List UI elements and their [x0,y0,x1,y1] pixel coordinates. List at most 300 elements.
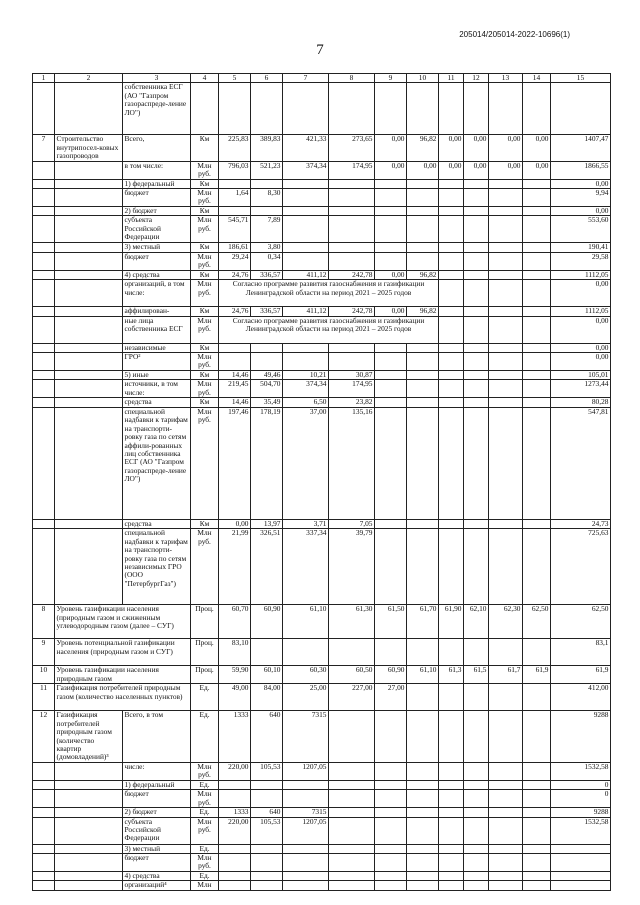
unit-cell: Км [191,519,219,528]
value-cell: 0,00 [489,161,523,179]
unit-cell: Ед. [191,711,219,762]
value-cell [489,371,523,380]
value-cell [219,853,251,871]
value-cell [251,790,283,808]
total-cell: 105,01 [551,371,611,380]
value-cell: 61,50 [375,605,407,639]
value-cell [523,307,551,316]
column-number-header: 9 [375,74,407,83]
value-cell: 7,89 [251,216,283,243]
value-cell [407,216,439,243]
indicator-name-cell [55,83,123,135]
value-cell [523,881,551,890]
value-cell [251,179,283,188]
value-cell: 135,16 [329,407,375,519]
value-cell [464,216,489,243]
value-cell [464,83,489,135]
indicator-name-cell [55,316,123,343]
value-cell [464,243,489,252]
unit-cell: Км [191,343,219,352]
row-number-cell [33,844,55,853]
value-cell: 39,79 [329,529,375,605]
value-cell [407,252,439,270]
row-number-cell: 10 [33,666,55,684]
value-cell [464,519,489,528]
unit-cell: Ед. [191,871,219,880]
value-cell [464,780,489,789]
value-cell [375,380,407,398]
column-number-header: 10 [407,74,439,83]
value-cell [251,881,283,890]
value-cell: 220,00 [219,817,251,844]
value-cell: 105,53 [251,817,283,844]
value-cell [407,871,439,880]
indicator-name-cell [55,161,123,179]
value-cell [489,353,523,371]
value-cell [283,780,329,789]
total-cell: 0,00 [551,343,611,352]
value-cell [439,844,464,853]
value-cell [523,529,551,605]
value-cell: 336,57 [251,270,283,279]
value-cell [439,371,464,380]
table-row [33,343,611,352]
total-cell [551,83,611,135]
value-cell: 21,99 [219,529,251,605]
value-cell [464,207,489,216]
value-cell: 60,50 [329,666,375,684]
unit-cell: Км [191,207,219,216]
row-number-cell [33,853,55,871]
value-cell: 0,00 [464,161,489,179]
value-cell: 14,46 [219,371,251,380]
value-cell: 59,90 [219,666,251,684]
unit-cell [191,83,219,135]
value-cell [375,207,407,216]
indicator-name-cell [55,790,123,808]
table-row [33,844,611,853]
value-cell [464,844,489,853]
value-cell [489,844,523,853]
value-cell: 0,00 [523,135,551,161]
value-cell [464,252,489,270]
value-cell: 105,53 [251,762,283,780]
value-cell [439,280,464,307]
row-number-cell [33,216,55,243]
total-cell: 1532,58 [551,762,611,780]
value-cell [464,353,489,371]
table-row [33,252,611,270]
value-cell: 640 [251,808,283,817]
total-cell: 1866,55 [551,161,611,179]
unit-cell: Км [191,243,219,252]
source-cell: источники, в том числе: [123,380,191,398]
value-cell [219,780,251,789]
indicator-name-cell [55,844,123,853]
value-cell [439,252,464,270]
value-cell [464,762,489,780]
row-number-cell [33,371,55,380]
source-cell: бюджет [123,189,191,207]
value-cell [219,343,251,352]
value-cell [489,711,523,762]
value-cell [283,83,329,135]
value-cell: 504,70 [251,380,283,398]
value-cell [523,398,551,407]
table-row [33,605,611,639]
value-cell: 545,71 [219,216,251,243]
total-cell: 0,00 [551,179,611,188]
value-cell [219,207,251,216]
value-cell: 29,24 [219,252,251,270]
value-cell [523,216,551,243]
value-cell [489,216,523,243]
value-cell [407,808,439,817]
value-cell [523,780,551,789]
value-cell [375,179,407,188]
total-cell: 9,94 [551,189,611,207]
unit-cell: Км [191,135,219,161]
value-cell: 389,83 [251,135,283,161]
source-cell: Всего, [123,135,191,161]
row-number-cell [33,316,55,343]
source-cell: ГРО² [123,353,191,371]
value-cell [375,711,407,762]
value-cell [489,280,523,307]
value-cell [489,380,523,398]
value-cell: 640 [251,711,283,762]
total-cell: 1407,47 [551,135,611,161]
value-cell [407,189,439,207]
value-cell [523,207,551,216]
value-cell [439,817,464,844]
value-cell [251,871,283,880]
value-cell [489,179,523,188]
value-cell: 0,00 [375,161,407,179]
value-cell: 227,00 [329,684,375,711]
row-number-cell [33,380,55,398]
value-cell: 0,34 [251,252,283,270]
value-cell [407,179,439,188]
value-cell: 1207,05 [283,817,329,844]
indicator-name-cell [55,398,123,407]
value-cell [489,307,523,316]
value-cell [489,808,523,817]
column-number-header: 1 [33,74,55,83]
value-cell: 421,33 [283,135,329,161]
value-cell: 0,00 [219,519,251,528]
row-number-cell: 7 [33,135,55,161]
value-cell [523,179,551,188]
table-row [33,316,611,343]
total-cell: 553,60 [551,216,611,243]
table-row [33,83,611,135]
column-number-header: 7 [283,74,329,83]
value-cell: 96,82 [407,135,439,161]
source-cell: 1) федеральный [123,780,191,789]
indicator-name-cell [55,307,123,316]
value-cell [329,711,375,762]
value-cell [407,684,439,711]
value-cell [407,83,439,135]
value-cell: 796,03 [219,161,251,179]
value-cell: 61,70 [407,605,439,639]
unit-cell: Млн [191,881,219,890]
value-cell [439,83,464,135]
value-cell: 411,12 [283,270,329,279]
value-cell: 62,50 [523,605,551,639]
value-cell: 0,00 [489,135,523,161]
source-cell: Всего, в том [123,711,191,762]
value-cell [464,316,489,343]
source-cell: 2) бюджет [123,207,191,216]
value-cell: 30,87 [329,371,375,380]
total-cell: 24,73 [551,519,611,528]
value-cell [439,189,464,207]
column-number-header: 2 [55,74,123,83]
value-cell: 411,12 [283,307,329,316]
value-cell [489,817,523,844]
value-cell [329,639,375,666]
total-cell: 9288 [551,808,611,817]
value-cell [283,243,329,252]
source-cell: собственника ЕСГ (АО "Газпром газораспреде-ление ЛО") [123,83,191,135]
value-cell: 0,00 [523,161,551,179]
value-cell [489,762,523,780]
value-cell [407,519,439,528]
value-cell [464,189,489,207]
value-cell [283,189,329,207]
value-cell [523,316,551,343]
row-number-cell [33,307,55,316]
value-cell: 61,7 [489,666,523,684]
source-cell: организаций, в том числе: [123,280,191,307]
indicator-name-cell [55,853,123,871]
value-cell [523,380,551,398]
unit-cell: Млн руб. [191,529,219,605]
value-cell [329,189,375,207]
total-cell: 547,81 [551,407,611,519]
value-cell: 49,00 [219,684,251,711]
value-cell: 242,78 [329,307,375,316]
value-cell: 374,34 [283,380,329,398]
value-cell: 61,3 [439,666,464,684]
value-cell [439,398,464,407]
value-cell [329,216,375,243]
source-cell: 2) бюджет [123,808,191,817]
value-cell [407,780,439,789]
value-cell [439,343,464,352]
table-row [33,380,611,398]
value-cell [375,353,407,371]
table-row [33,270,611,279]
value-cell [407,762,439,780]
value-cell: 8,30 [251,189,283,207]
value-cell: 60,90 [375,666,407,684]
value-cell [489,881,523,890]
value-cell [407,407,439,519]
document-id: 205014/205014-2022-10696(1) [459,30,570,39]
value-cell [407,371,439,380]
value-cell: 174,95 [329,161,375,179]
row-number-cell [33,179,55,188]
value-cell [251,780,283,789]
value-cell [219,844,251,853]
unit-cell: Млн руб. [191,252,219,270]
row-number-cell [33,252,55,270]
unit-cell: Млн руб. [191,353,219,371]
row-number-cell [33,817,55,844]
unit-cell: Км [191,371,219,380]
total-cell [551,844,611,853]
value-cell [439,316,464,343]
value-cell [329,343,375,352]
value-cell [375,529,407,605]
source-cell: 4) средства [123,871,191,880]
value-cell [283,790,329,808]
unit-cell: Млн руб. [191,189,219,207]
source-cell: средства [123,398,191,407]
value-cell [439,780,464,789]
table-row [33,519,611,528]
row-number-cell: 8 [33,605,55,639]
value-cell: 60,90 [251,605,283,639]
value-cell [375,639,407,666]
value-cell: 13,97 [251,519,283,528]
table-row [33,207,611,216]
unit-cell: Млн руб. [191,380,219,398]
source-cell: ные лица собственника ЕСГ [123,316,191,343]
table-row [33,780,611,789]
value-cell [375,83,407,135]
indicator-name-cell [55,380,123,398]
value-cell: 0,00 [375,135,407,161]
total-cell: 62,50 [551,605,611,639]
indicator-name-cell [55,179,123,188]
value-cell: 337,34 [283,529,329,605]
table-row [33,790,611,808]
value-cell: 60,30 [283,666,329,684]
value-cell: 186,61 [219,243,251,252]
indicator-name-cell [55,762,123,780]
value-cell [283,853,329,871]
table-row [33,398,611,407]
value-cell [489,684,523,711]
value-cell: 1207,05 [283,762,329,780]
value-cell [407,711,439,762]
page-number: 7 [316,42,324,58]
column-number-header: 13 [489,74,523,83]
indicator-name-cell: Уровень потенциальной газификации населения (природным газом и СУГ) [55,639,191,666]
indicator-name-cell [55,871,123,880]
value-cell [407,853,439,871]
value-cell: 37,00 [283,407,329,519]
indicator-name-cell [55,280,123,307]
indicator-name-cell [55,407,123,519]
value-cell [407,817,439,844]
value-cell [464,881,489,890]
value-cell [439,684,464,711]
row-number-cell [33,207,55,216]
value-cell [439,407,464,519]
value-cell [439,380,464,398]
source-cell: бюджет [123,853,191,871]
value-cell [329,790,375,808]
source-cell: 3) местный [123,243,191,252]
unit-cell: Млн руб. [191,316,219,343]
value-cell [464,280,489,307]
table-row [33,307,611,316]
unit-cell: Км [191,270,219,279]
total-cell: 83,1 [551,639,611,666]
value-cell: 27,00 [375,684,407,711]
value-cell [329,871,375,880]
value-cell [523,871,551,880]
value-cell [375,252,407,270]
value-cell [283,252,329,270]
value-cell: 60,70 [219,605,251,639]
total-cell: 9288 [551,711,611,762]
value-cell [489,871,523,880]
unit-cell: Ед. [191,844,219,853]
unit-cell: Ед. [191,684,219,711]
source-cell: независимые [123,343,191,352]
value-cell [407,353,439,371]
value-cell: 242,78 [329,270,375,279]
value-cell [464,371,489,380]
data-table [32,73,611,891]
unit-cell: Проц. [191,605,219,639]
value-cell: 1333 [219,711,251,762]
value-cell [523,189,551,207]
value-cell [523,808,551,817]
indicator-name-cell: Газификация потребителей природным газом (количество населенных пунктов) [55,684,191,711]
unit-cell: Км [191,307,219,316]
value-cell: 62,10 [464,605,489,639]
indicator-name-cell [55,529,123,605]
row-number-cell [33,762,55,780]
unit-cell: Км [191,398,219,407]
value-cell [375,216,407,243]
table-row [33,808,611,817]
table-row [33,711,611,762]
row-number-cell [33,161,55,179]
total-cell: 0 [551,780,611,789]
table-row [33,666,611,684]
note-merged-cell: Согласно программе развития газоснабжения и газификации Ленинградской области на период 2021 – 2025 годов [219,280,439,307]
unit-cell: Ед. [191,780,219,789]
value-cell [523,243,551,252]
value-cell [439,762,464,780]
row-number-cell [33,519,55,528]
indicator-name-cell [55,252,123,270]
value-cell [523,280,551,307]
value-cell: 1,64 [219,189,251,207]
indicator-name-cell [55,881,123,890]
row-number-cell [33,790,55,808]
value-cell [439,519,464,528]
table-header-row [33,74,611,83]
value-cell: 219,45 [219,380,251,398]
table-row [33,684,611,711]
value-cell: 49,46 [251,371,283,380]
column-number-header: 12 [464,74,489,83]
value-cell: 374,34 [283,161,329,179]
value-cell [219,871,251,880]
value-cell [375,371,407,380]
unit-cell: Млн руб. [191,407,219,519]
value-cell [407,639,439,666]
